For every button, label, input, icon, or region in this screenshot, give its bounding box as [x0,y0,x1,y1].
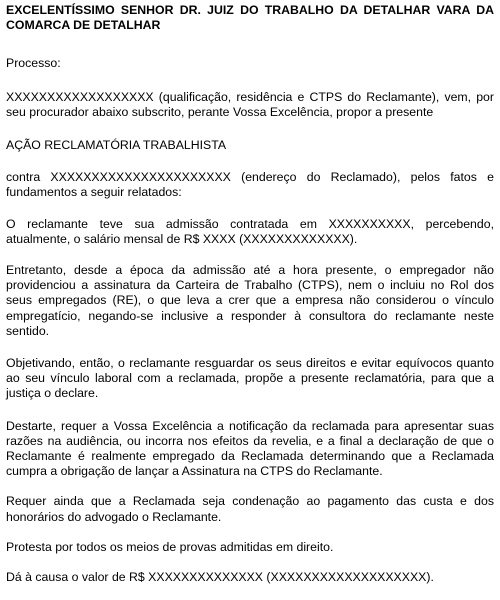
case-value-paragraph: Dá à causa o valor de R$ XXXXXXXXXXXXXX (XXXXXXXXXXXXXXXXXXX). [6,570,434,585]
admission-paragraph: O reclamante teve sua admissão contratada em XXXXXXXXXX, percebendo, atualmente, o salário mensal de R$ XXXX (XXXXXXXXXXXXX). [6,216,494,246]
process-label: Processo: [6,56,61,71]
request-paragraph: Destarte, requer a Vossa Excelência a notificação da reclamada para apresentar suas razões na audiência, ou incorra nos efeitos da revelia, e a final a declaração de que o Reclamante é realmente empregado da Reclamada determinando que a Reclamada cumpra a obrigação de lançar a Assinatura na CTPS do Reclamante. [6,418,494,479]
facts-paragraph: Entretanto, desde a época da admissão até a hora presente, o empregador não providenciou a assinatura da Carteira de Trabalho (CTPS), nem o incluiu no Rol dos seus empregados (RE), o que leva a crer que a empresa não considerou o vínculo empregatício, negando-se inclusive a responder à consultora do reclamante neste sentido. [6,263,494,338]
defendant-paragraph: contra XXXXXXXXXXXXXXXXXXXXXX (endereço do Reclamado), pelos fatos e fundamentos a seguir relatados: [6,170,494,200]
costs-request-paragraph: Requer ainda que a Reclamada seja condenação ao pagamento das custa e dos honorários do advogado o Reclamante. [6,494,494,524]
document-page [6,3,494,585]
objective-paragraph: Objetivando, então, o reclamante resguardar os seus direitos e evitar equívocos quanto ao seu vínculo laboral com a reclamada, propõe a presente reclamatória, para que a justiça o declare. [6,356,494,401]
document-heading: EXCELENTÍSSIMO SENHOR DR. JUIZ DO TRABALHO DA DETALHAR VARA DA COMARCA DE DETALHAR [6,3,494,33]
plaintiff-qualification-paragraph: XXXXXXXXXXXXXXXXXX (qualificação, residência e CTPS do Reclamante), vem, por seu procurador abaixo subscrito, perante Vossa Excelência, propor a presente [6,89,494,119]
action-title: AÇÃO RECLAMATÓRIA TRABALHISTA [6,138,227,153]
evidence-paragraph: Protesta por todos os meios de provas admitidas em direito. [6,539,334,554]
